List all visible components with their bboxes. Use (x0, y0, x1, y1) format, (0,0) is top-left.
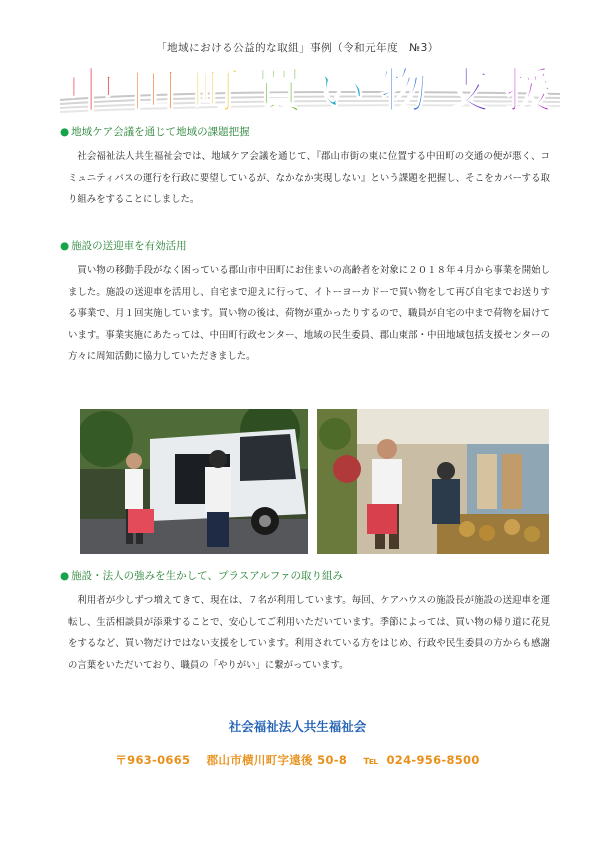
title-char: 町 (192, 63, 241, 119)
address: 郡山市横川町字遠後 50-8 (206, 753, 348, 767)
organization-name: 社会福祉法人共生福祉会 (228, 719, 367, 734)
document-title (60, 60, 560, 120)
section-heading-1: ● 地域ケア会議を通じて地域の課題把握 (60, 126, 250, 138)
section-body-1: 社会福祉法人共生福祉会では、地域ケア会議を通じて、『郡山市街の東に位置する中田町の交通の便が悪く、コミュニティバスの運行を行政に要望しているが、なかなか実現しない』という課題を把握し、そこをカバーする取り組みをすることにしました。 (68, 151, 550, 205)
title-char: い (317, 63, 366, 119)
title-char: 買 (254, 63, 303, 119)
section-body-2: 買い物の移動手段がなく困っている郡山市中田町にお住まいの高齢者を対象に２０１８年４月から事業を開始しました。施設の送迎車を活用し、自宅まで迎えに行って、イトーヨーカドーで買い物をして再び自宅までお送りする事業で、月１回実施しています。買い物の後は、荷物が重かったりするので、職員が自宅の中まで荷物を届けています。事業実施にあたっては、中田町行政センター、地域の民生委員、郡山東部・中田地域包括支援センターの方々に周知活動に協力していただきました。 (68, 265, 550, 362)
bullet-icon: ● (60, 570, 70, 582)
document-subtitle: 「地域における公益的な取組」事例（令和元年度 №3） (156, 42, 439, 54)
bullet-icon: ● (60, 240, 70, 252)
photo-van-pickup (80, 409, 308, 554)
section-heading-3: ● 施設・法人の強みを生かして、プラスアルファの取り組み (60, 570, 344, 582)
phone-number: 024-956-8500 (386, 753, 480, 767)
photo-store-shopping (317, 409, 549, 554)
phone-label: ℡ (363, 753, 379, 767)
bullet-icon: ● (60, 126, 70, 138)
contact-info (0, 752, 595, 768)
title-char: 田 (129, 63, 178, 119)
title-char: 支 (442, 63, 491, 119)
title-char: 援 (504, 63, 553, 119)
section-heading-2: ● 施設の送迎車を有効活用 (60, 240, 187, 252)
title-char: 物 (379, 63, 428, 119)
section-body-3: 利用者が少しずつ増えてきて、現在は、７名が利用しています。毎回、ケアハウスの施設長が施設の送迎車を運転し、生活相談員が添乗することで、安心してご利用いただいています。季節によっては、買い物の帰り道に花見をするなど、買い物だけではない支援をしています。利用されている方をはじめ、行政や民生委員の方からも感謝の言葉をいただいており、職員の「やりがい」に繋がっています。 (68, 595, 550, 671)
postal-code: 〒963-0665 (115, 753, 191, 767)
title-wordart (60, 60, 560, 120)
title-char: 中 (67, 63, 116, 119)
